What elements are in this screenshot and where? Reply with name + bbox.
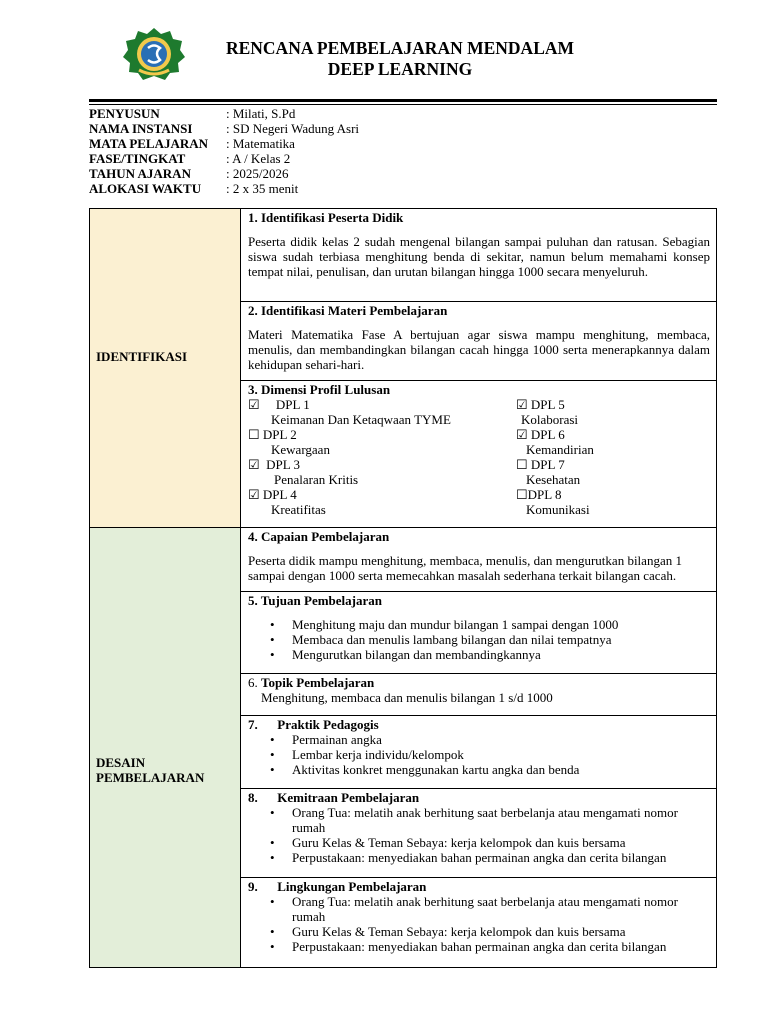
institution-emblem-logo: [121, 26, 187, 80]
cell-tujuan-pembelajaran: [241, 592, 716, 674]
cell-heading: 1. Identifikasi Peserta Didik: [248, 210, 404, 225]
cell-heading: 5. Tujuan Pembelajaran: [248, 593, 382, 608]
checkbox-checked-icon: ☑: [248, 457, 260, 472]
cell-heading-row: [248, 790, 710, 805]
info-row-instansi: [89, 121, 359, 136]
info-key: PENYUSUN: [89, 106, 160, 121]
dpl-code: DPL 6: [530, 427, 565, 442]
list-item: • Perpustakaan: menyediakan bahan permainan angka dan cerita bilangan: [248, 939, 710, 954]
dpl-code: DPL 3: [266, 457, 300, 472]
section-label-identifikasi: IDENTIFIKASI: [96, 349, 188, 364]
list-item: • Permainan angka: [248, 732, 710, 747]
section-desain-pembelajaran: [90, 528, 241, 967]
dpl-code: DPL 7: [530, 457, 565, 472]
dpl-item-2: [248, 427, 297, 442]
document-title-line-2: DEEP LEARNING: [327, 59, 473, 79]
cell-paragraph: Materi Matematika Fase A bertujuan agar siswa mampu menghitung, membaca, menulis, dan membandingkan bilangan cacah hingga 1000 serta menerapkannya dalam kehidupan sehari-hari.: [248, 327, 710, 372]
dpl-item-6: [516, 427, 565, 442]
dpl-name: Kreatifitas: [271, 502, 326, 517]
cell-paragraph: Peserta didik mampu menghitung, membaca, menulis, dan mengurutkan bilangan 1 sampai dengan 1000 serta memecahkan masalah sederhana terkait bilangan cacah.: [248, 553, 682, 583]
cell-identifikasi-materi: [241, 302, 716, 381]
info-key: FASE/TINGKAT: [89, 151, 186, 166]
info-value: : Matematika: [226, 136, 295, 151]
list-item: • Orang Tua: melatih anak berhitung saat berbelanja atau mengamati nomor rumah: [248, 805, 710, 835]
cell-heading: Kemitraan Pembelajaran: [277, 790, 420, 805]
pedagogis-list: [248, 732, 710, 777]
cell-heading-row: [248, 879, 710, 894]
cell-heading: 3. Dimensi Profil Lulusan: [248, 382, 391, 397]
info-row-alokasi: [89, 181, 359, 196]
dpl-item-3: [248, 457, 300, 472]
cell-heading: Topik Pembelajaran: [261, 675, 375, 690]
list-item: • Mengurutkan bilangan dan membandingkannya: [248, 647, 710, 662]
header-divider-thin: [89, 104, 717, 105]
info-value: : 2025/2026: [226, 166, 289, 181]
dpl-item-1: [248, 397, 310, 412]
dpl-code: DPL 2: [262, 427, 297, 442]
info-key: NAMA INSTANSI: [89, 121, 193, 136]
info-row-fase: [89, 151, 359, 166]
document-info-block: [89, 106, 359, 196]
heading-number: 8.: [248, 790, 258, 805]
cell-dimensi-profil-lulusan: [241, 381, 716, 528]
cell-lingkungan-pembelajaran: [241, 878, 716, 967]
lingkungan-list: [248, 894, 710, 954]
info-value: : Milati, S.Pd: [226, 106, 296, 121]
dpl-name: Kewargaan: [271, 442, 330, 457]
list-item: • Guru Kelas & Teman Sebaya: kerja kelompok dan kuis bersama: [248, 924, 710, 939]
cell-praktik-pedagogis: [241, 716, 716, 789]
dpl-name: Penalaran Kritis: [274, 472, 359, 487]
list-item: • Membaca dan menulis lambang bilangan dan nilai tempatnya: [248, 632, 710, 647]
dpl-code: DPL 8: [527, 487, 562, 502]
cell-capaian-pembelajaran: [241, 528, 716, 592]
checkbox-unchecked-icon: ☐: [516, 487, 528, 502]
checkbox-unchecked-icon: ☐: [248, 427, 260, 442]
checkbox-unchecked-icon: ☐: [516, 457, 528, 472]
info-value: : A / Kelas 2: [226, 151, 291, 166]
kemitraan-list: [248, 805, 710, 865]
cell-identifikasi-peserta-didik: [241, 209, 716, 302]
cell-heading-row: [248, 717, 710, 732]
cell-heading: 4. Capaian Pembelajaran: [248, 529, 390, 544]
list-item: • Orang Tua: melatih anak berhitung saat berbelanja atau mengamati nomor rumah: [248, 894, 710, 924]
dpl-name: Keimanan Dan Ketaqwaan TYME: [271, 412, 451, 427]
section-label-pembelajaran: PEMBELAJARAN: [96, 770, 205, 785]
dpl-name: Kemandirian: [526, 442, 594, 457]
list-item: • Menghitung maju dan mundur bilangan 1 sampai dengan 1000: [248, 617, 710, 632]
list-item: • Aktivitas konkret menggunakan kartu angka dan benda: [248, 762, 710, 777]
cell-kemitraan-pembelajaran: [241, 789, 716, 878]
info-key: MATA PELAJARAN: [89, 136, 209, 151]
dpl-name: Kesehatan: [526, 472, 581, 487]
dpl-item-8: [516, 487, 561, 502]
checkbox-checked-icon: ☑: [248, 487, 260, 502]
cell-heading: Praktik Pedagogis: [277, 717, 379, 732]
cell-topik-pembelajaran: [241, 674, 716, 716]
info-key: ALOKASI WAKTU: [89, 181, 202, 196]
info-row-mapel: [89, 136, 359, 151]
tujuan-list: [248, 617, 710, 662]
info-value: : 2 x 35 menit: [226, 181, 299, 196]
dpl-item-4: [248, 487, 297, 502]
cell-heading: Lingkungan Pembelajaran: [277, 879, 427, 894]
info-row-tahun: [89, 166, 359, 181]
cell-heading-row: [248, 675, 710, 690]
dpl-code: DPL 4: [262, 487, 297, 502]
dpl-name: Komunikasi: [526, 502, 590, 517]
checkbox-checked-icon: ☑: [516, 427, 528, 442]
dpl-name: Kolaborasi: [521, 412, 579, 427]
section-label-desain: DESAIN: [96, 755, 146, 770]
dpl-item-7: [516, 457, 565, 472]
dpl-code: DPL 5: [530, 397, 565, 412]
cell-paragraph: Menghitung, membaca dan menulis bilangan 1 s/d 1000: [261, 690, 553, 705]
cell-heading: 2. Identifikasi Materi Pembelajaran: [248, 303, 448, 318]
plan-table: [89, 208, 717, 968]
list-item: • Guru Kelas & Teman Sebaya: kerja kelompok dan kuis bersama: [248, 835, 710, 850]
checkbox-checked-icon: ☑: [248, 397, 260, 412]
dpl-code: DPL 1: [275, 397, 310, 412]
info-value: : SD Negeri Wadung Asri: [226, 121, 360, 136]
info-key: TAHUN AJARAN: [89, 166, 191, 181]
heading-number: 6.: [248, 675, 258, 690]
document-title-line-1: RENCANA PEMBELAJARAN MENDALAM: [225, 38, 575, 58]
cell-paragraph: Peserta didik kelas 2 sudah mengenal bilangan sampai puluhan dan ratusan. Sebagian siswa sudah terbiasa menghitung benda di sekitar, namun belum memahami konsep tempat nilai, penulisan, dan urutan bilangan hingga 1000 secara menyeluruh.: [248, 234, 710, 279]
list-item: • Lembar kerja individu/kelompok: [248, 747, 710, 762]
info-row-penyusun: [89, 106, 359, 121]
dpl-item-5: [516, 397, 565, 412]
checkbox-checked-icon: ☑: [516, 397, 528, 412]
section-identifikasi: [90, 209, 241, 528]
header-divider-thick: [89, 99, 717, 102]
list-item: • Perpustakaan: menyediakan bahan permainan angka dan cerita bilangan: [248, 850, 710, 865]
heading-number: 9.: [248, 879, 258, 894]
heading-number: 7.: [248, 717, 258, 732]
